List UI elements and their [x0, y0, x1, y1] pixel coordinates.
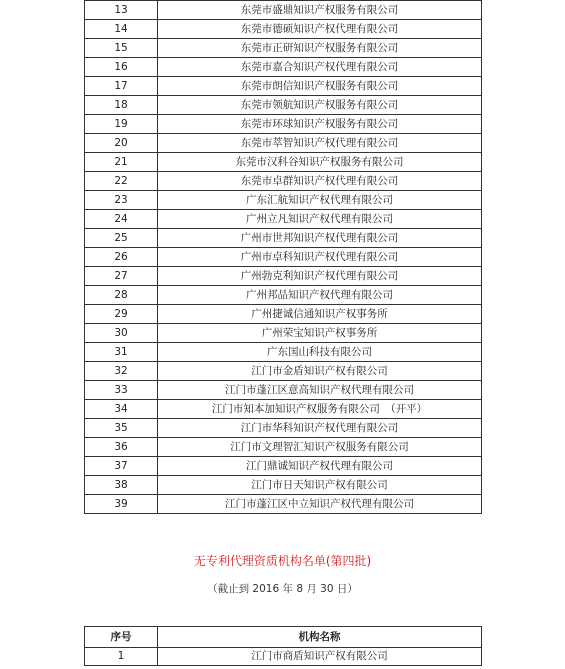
agency-list-table: [84, 0, 482, 514]
row-agency-name: 东莞市盛鼎知识产权服务有限公司: [158, 1, 482, 20]
header-agency-name: 机构名称: [158, 627, 482, 648]
table-row: [85, 343, 482, 362]
row-serial-number: 38: [85, 476, 158, 495]
row-agency-name: 广东汇航知识产权代理有限公司: [158, 191, 482, 210]
row-agency-name: 广州邦品知识产权代理有限公司: [158, 286, 482, 305]
row-serial-number: 33: [85, 381, 158, 400]
table-row: [85, 438, 482, 457]
table-row: [85, 210, 482, 229]
row-serial-number: 17: [85, 77, 158, 96]
row-agency-name: 广州立凡知识产权代理有限公司: [158, 210, 482, 229]
table-row: [85, 305, 482, 324]
row-agency-name: 广州市世邦知识产权代理有限公司: [158, 229, 482, 248]
row-agency-name: 东莞市领航知识产权服务有限公司: [158, 96, 482, 115]
row-agency-name: 东莞市卓群知识产权代理有限公司: [158, 172, 482, 191]
row-agency-name: 江门市华科知识产权代理有限公司: [158, 419, 482, 438]
row-serial-number: 32: [85, 362, 158, 381]
row-agency-name: 东莞市环球知识产权服务有限公司: [158, 115, 482, 134]
table-row: [85, 248, 482, 267]
fourth-batch-body: [85, 648, 482, 666]
header-serial-number: 序号: [85, 627, 158, 648]
table-row: [85, 381, 482, 400]
row-serial-number: 22: [85, 172, 158, 191]
row-serial-number: 31: [85, 343, 158, 362]
row-serial-number: 27: [85, 267, 158, 286]
row-serial-number: 19: [85, 115, 158, 134]
table-row: [85, 400, 482, 419]
table-row: [85, 39, 482, 58]
table-row: [85, 96, 482, 115]
table-row: [85, 1, 482, 20]
row-serial-number: 34: [85, 400, 158, 419]
table-row: [85, 191, 482, 210]
table-row: [85, 134, 482, 153]
table-row: [85, 20, 482, 39]
row-serial-number: 26: [85, 248, 158, 267]
agency-list-body: [85, 1, 482, 514]
table-row: [85, 419, 482, 438]
row-agency-name: 广州荣宝知识产权事务所: [158, 324, 482, 343]
section-title: 无专利代理资质机构名单(第四批): [193, 554, 372, 568]
row-agency-name: 广东国山科技有限公司: [158, 343, 482, 362]
row-agency-name: 江门市金盾知识产权有限公司: [158, 362, 482, 381]
table-row: [85, 267, 482, 286]
row-serial-number: 13: [85, 1, 158, 20]
row-serial-number: 29: [85, 305, 158, 324]
row-serial-number: 37: [85, 457, 158, 476]
row-serial-number: 16: [85, 58, 158, 77]
row-serial-number: 35: [85, 419, 158, 438]
section-subtitle: （截止到 2016 年 8 月 30 日）: [207, 583, 358, 595]
row-agency-name: 江门市商盾知识产权有限公司: [158, 648, 482, 666]
row-serial-number: 30: [85, 324, 158, 343]
row-agency-name: 江门市文理智汇知识产权服务有限公司: [158, 438, 482, 457]
table-row: [85, 172, 482, 191]
row-agency-name: 江门市蓬江区意高知识产权代理有限公司: [158, 381, 482, 400]
table-row: [85, 58, 482, 77]
table-row: [85, 362, 482, 381]
row-agency-name: 东莞市汉科谷知识产权服务有限公司: [158, 153, 482, 172]
row-serial-number: 23: [85, 191, 158, 210]
table-row: [85, 229, 482, 248]
row-agency-name: 广州市卓科知识产权代理有限公司: [158, 248, 482, 267]
row-agency-name: 广州捷诚信通知识产权事务所: [158, 305, 482, 324]
row-agency-name: 江门市蓬江区中立知识产权代理有限公司: [158, 495, 482, 514]
row-serial-number: 15: [85, 39, 158, 58]
row-serial-number: 21: [85, 153, 158, 172]
row-serial-number: 1: [85, 648, 158, 666]
row-serial-number: 20: [85, 134, 158, 153]
row-serial-number: 14: [85, 20, 158, 39]
table-row: [85, 648, 482, 666]
row-agency-name: 东莞市嘉合知识产权代理有限公司: [158, 58, 482, 77]
row-serial-number: 28: [85, 286, 158, 305]
table-row: [85, 495, 482, 514]
table-header-row: [85, 627, 482, 648]
table-row: [85, 115, 482, 134]
table-row: [85, 153, 482, 172]
row-agency-name: 江门市日天知识产权有限公司: [158, 476, 482, 495]
row-serial-number: 39: [85, 495, 158, 514]
table-row: [85, 476, 482, 495]
table-row: [85, 77, 482, 96]
fourth-batch-table: [84, 626, 482, 666]
table-row: [85, 286, 482, 305]
table-row: [85, 324, 482, 343]
row-agency-name: 江门市知本加知识产权服务有限公司 （开平）: [158, 400, 482, 419]
row-agency-name: 东莞市朗信知识产权服务有限公司: [158, 77, 482, 96]
row-agency-name: 东莞市萃智知识产权代理有限公司: [158, 134, 482, 153]
table-row: [85, 457, 482, 476]
row-agency-name: 东莞市正研知识产权服务有限公司: [158, 39, 482, 58]
row-serial-number: 24: [85, 210, 158, 229]
row-serial-number: 25: [85, 229, 158, 248]
row-serial-number: 36: [85, 438, 158, 457]
row-serial-number: 18: [85, 96, 158, 115]
row-agency-name: 广州勃克利知识产权代理有限公司: [158, 267, 482, 286]
row-agency-name: 江门鼎诚知识产权代理有限公司: [158, 457, 482, 476]
row-agency-name: 东莞市德硕知识产权代理有限公司: [158, 20, 482, 39]
